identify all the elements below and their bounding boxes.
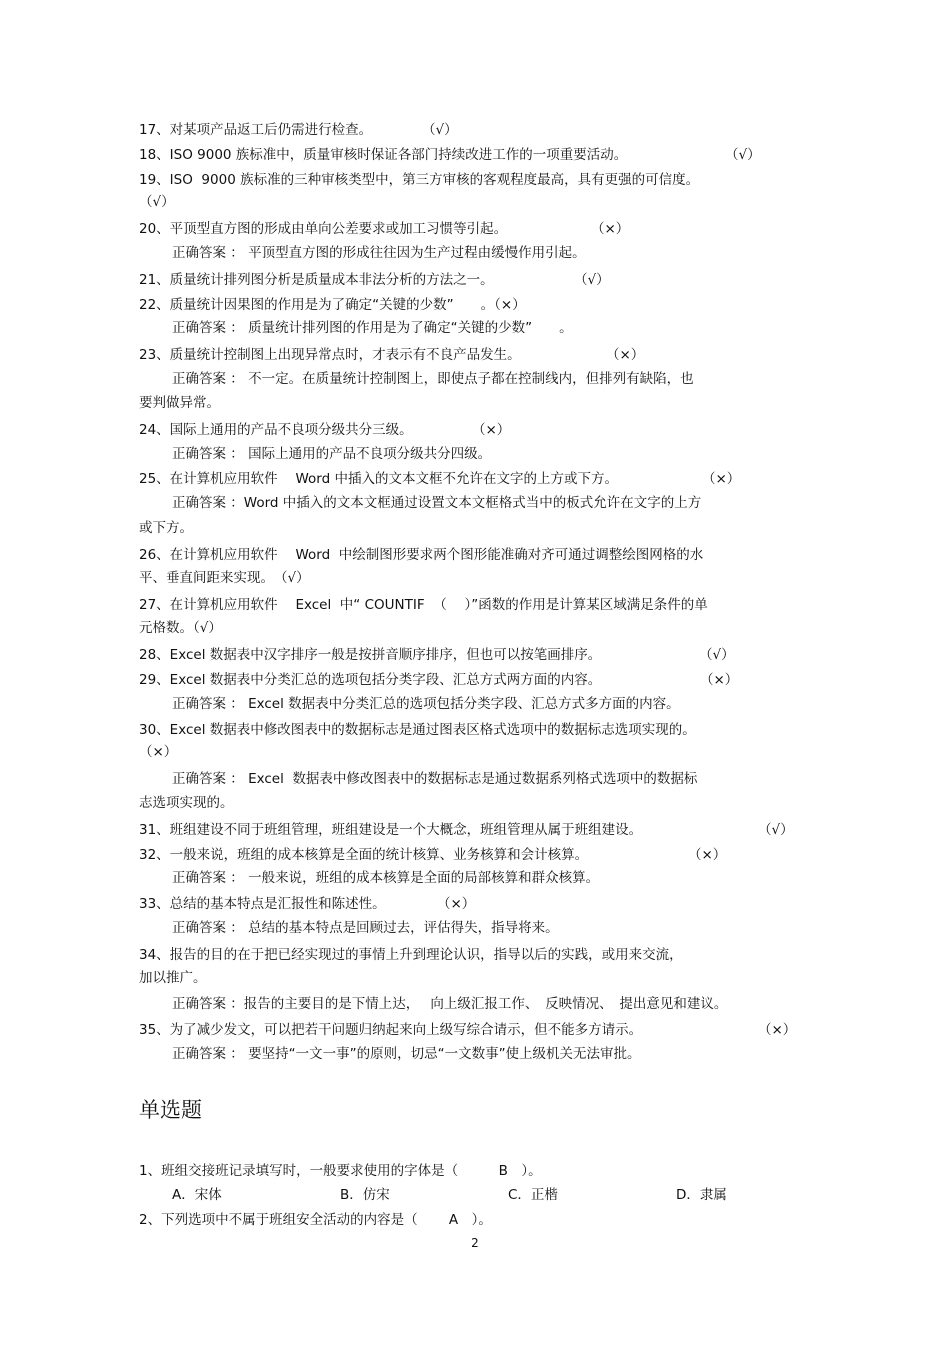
statement-27: 27、在计算机应用软件 Excel 中“ COUNTIF （ ）”函数的作用是计算某区域满足条件的单 [139, 597, 708, 613]
question-1: 1、班组交接班记录填写时，一般要求使用的字体是（ B ）。 [139, 1163, 542, 1179]
statement-26-cont: 平、垂直间距来实现。 （√） [139, 570, 310, 586]
answer-34: 正确答案 ：报告的主要目的是下情上达， 向上级汇报工作、 反映情况、 提出意见和建议。 [172, 996, 728, 1012]
mark-24: （×） [472, 422, 511, 438]
answer-24: 正确答案 ： 国际上通用的产品不良项分级共分四级。 [172, 446, 492, 462]
statement-30-cont: （×） [139, 744, 178, 760]
question-2: 2、下列选项中不属于班组安全活动的内容是（ A ）。 [139, 1212, 492, 1228]
answer-23-cont: 要判做异常。 [139, 395, 220, 411]
answer-23: 正确答案 ： 不一定。在质量统计控制图上，即使点子都在控制线内，但排列有缺陷，也 [172, 371, 694, 387]
page-number: 2 [471, 1236, 479, 1250]
answer-32: 正确答案 ： 一般来说，班组的成本核算是全面的局部核算和群众核算。 [172, 870, 600, 886]
section-title: 单选题 [139, 1098, 202, 1122]
statement-20: 20、平顶型直方图的形成由单向公差要求或加工习惯等引起。 [139, 221, 508, 237]
mark-17: （√） [422, 122, 458, 138]
option-a: A．宋体 [172, 1187, 222, 1203]
statement-25: 25、在计算机应用软件 Word 中插入的文本文框不允许在文字的上方或下方。 [139, 471, 618, 487]
answer-22: 正确答案 ： 质量统计排列图的作用是为了确定“关键的少数” 。 [172, 320, 573, 336]
statement-27-cont: 元格数。（√） [139, 620, 222, 636]
statement-34: 34、报告的目的在于把已经实现过的事情上升到理论认识，指导以后的实践，或用来交流， [139, 947, 683, 963]
option-d: D．隶属 [676, 1187, 727, 1203]
answer-33: 正确答案 ： 总结的基本特点是回顾过去，评估得失，指导将来。 [172, 920, 559, 936]
mark-31: （√） [758, 822, 794, 838]
statement-18: 18、ISO 9000 族标准中，质量审核时保证各部门持续改进工作的一项重要活动。 [139, 147, 628, 163]
answer-25: 正确答案 ：Word 中插入的文本文框通过设置文本文框格式当中的板式允许在文字的上方 [172, 495, 702, 511]
statement-32: 32、一般来说，班组的成本核算是全面的统计核算、业务核算和会计核算。 [139, 847, 589, 863]
statement-31: 31、班组建设不同于班组管理，班组建设是一个大概念，班组管理从属于班组建设。 [139, 822, 643, 838]
option-c: C．正楷 [508, 1187, 558, 1203]
mark-21: （√） [574, 272, 610, 288]
answer-30: 正确答案 ： Excel 数据表中修改图表中的数据标志是通过数据系列格式选项中的数据标 [172, 771, 698, 787]
statement-29: 29、Excel 数据表中分类汇总的选项包括分类字段、汇总方式两方面的内容。 [139, 672, 602, 688]
mark-25: （×） [702, 471, 741, 487]
statement-35: 35、为了减少发文，可以把若干问题归纳起来向上级写综合请示，但不能多方请示。 [139, 1022, 643, 1038]
mark-29: （×） [700, 672, 739, 688]
statement-19-cont: （√） [139, 194, 175, 210]
answer-25-cont: 或下方。 [139, 520, 193, 536]
mark-23: （×） [606, 347, 645, 363]
option-b: B．仿宋 [340, 1187, 390, 1203]
statement-17: 17、对某项产品返工后仍需进行检查。 [139, 122, 373, 138]
mark-33: （×） [437, 896, 476, 912]
mark-32: （×） [688, 847, 727, 863]
statement-23: 23、质量统计控制图上出现异常点时，才表示有不良产品发生。 [139, 347, 521, 363]
statement-21: 21、质量统计排列图分析是质量成本非法分析的方法之一。 [139, 272, 494, 288]
statement-26: 26、在计算机应用软件 Word 中绘制图形要求两个图形能准确对齐可通过调整绘图网格的水 [139, 547, 704, 563]
mark-35: （×） [758, 1022, 797, 1038]
statement-33: 33、总结的基本特点是汇报性和陈述性。 [139, 896, 386, 912]
mark-28: （√） [699, 647, 735, 663]
statement-28: 28、Excel 数据表中汉字排序一般是按拼音顺序排序，但也可以按笔画排序。 [139, 647, 602, 663]
statement-24: 24、国际上通用的产品不良项分级共分三级。 [139, 422, 413, 438]
statement-22: 22、质量统计因果图的作用是为了确定“关键的少数” 。（×） [139, 297, 526, 313]
answer-35: 正确答案 ： 要坚持“一文一事”的原则，切忌“一文数事”使上级机关无法审批。 [172, 1046, 641, 1062]
statement-34-cont: 加以推广。 [139, 970, 207, 986]
statement-30: 30、Excel 数据表中修改图表中的数据标志是通过图表区格式选项中的数据标志选项实现的。 [139, 722, 696, 738]
mark-20: （×） [591, 221, 630, 237]
answer-30-cont: 志选项实现的。 [139, 795, 234, 811]
answer-29: 正确答案 ： Excel 数据表中分类汇总的选项包括分类字段、汇总方式多方面的内容。 [172, 696, 680, 712]
answer-20: 正确答案 ： 平顶型直方图的形成往往因为生产过程由缓慢作用引起。 [172, 245, 586, 261]
mark-18: （√） [725, 147, 761, 163]
statement-19: 19、ISO 9000 族标准的三种审核类型中，第三方审核的客观程度最高，具有更强的可信度。 [139, 172, 700, 188]
